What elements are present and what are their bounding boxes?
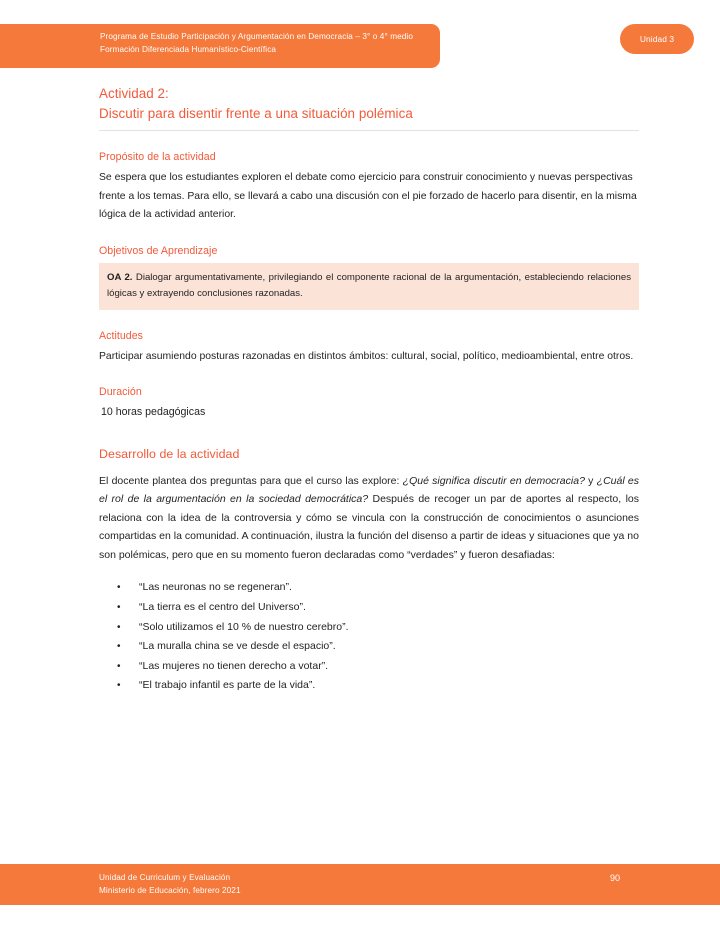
attitudes-section: [99, 329, 639, 366]
oa-text: Dialogar argumentativamente, privilegiando el componente racional de la argumentación, estableciendo relaciones lógicas y extrayendo conclusiones razonadas.: [107, 271, 631, 299]
footer-line-1: Unidad de Curriculum y Evaluación: [99, 873, 231, 882]
list-item: [117, 657, 639, 677]
list-item: [117, 598, 639, 618]
footer-line-2: Ministerio de Educación, febrero 2021: [99, 885, 241, 895]
list-item: [117, 676, 639, 696]
objectives-text-wrapper: [107, 270, 631, 303]
development-part-3: Después de recoger un par de aportes al respecto, los relaciona con la idea de la controversia y cómo se vincula con la construcción de conocimientos o asunciones compartidas en la comunidad. A continuación, ilustra la función del disenso a partir de ideas y situaciones que ya no son polémicas, pero que en su momento fueron declaradas como “verdades” y fueron desafiadas:: [99, 493, 639, 561]
development-question-1: ¿Qué significa discutir en democracia?: [402, 474, 585, 487]
duration-text: 10 horas pedagógicas: [101, 405, 206, 418]
objectives-box: [99, 263, 639, 310]
purpose-heading: Propósito de la actividad: [99, 151, 216, 163]
development-section: [99, 447, 639, 697]
list-item: [117, 578, 639, 598]
objectives-section: [99, 244, 639, 310]
development-heading: Desarrollo de la actividad: [99, 446, 240, 461]
list-item-label: “Solo utilizamos el 10 % de nuestro cerebro”.: [139, 620, 349, 633]
list-item: [117, 637, 639, 657]
bullet-icon: •: [117, 621, 121, 633]
list-item-label: “La muralla china se ve desde el espacio”.: [139, 640, 336, 653]
duration-heading: Duración: [99, 385, 142, 398]
list-item-label: “Las neuronas no se regeneran”.: [139, 581, 292, 594]
activity-heading-block: [99, 84, 639, 131]
development-part-2: y: [584, 474, 597, 487]
bullet-icon: •: [117, 602, 121, 614]
duration-section: [99, 385, 639, 421]
title-divider: [99, 130, 639, 131]
list-item-label: “Las mujeres no tienen derecho a votar”.: [139, 659, 329, 672]
page-number: 90: [609, 873, 620, 883]
page-footer: [0, 864, 720, 905]
page-header: [0, 24, 720, 68]
bullet-icon: •: [117, 680, 121, 692]
challenged-truths-list: [99, 578, 639, 696]
attitudes-text: Participar asumiendo posturas razonadas en distintos ámbitos: cultural, social, político, medioambiental, entre otros.: [99, 350, 634, 362]
attitudes-heading: Actitudes: [99, 329, 144, 342]
list-item-label: “La tierra es el centro del Universo”.: [139, 601, 306, 614]
header-banner-line-2: Formación Diferenciada Humanístico-Científica: [100, 44, 277, 54]
unit-badge: Unidad 3: [620, 24, 694, 54]
development-paragraph: [99, 472, 639, 565]
oa-code: OA 2.: [107, 271, 133, 283]
purpose-text: Se espera que los estudiantes exploren el debate como ejercicio para construir conocimiento y nuevas perspectivas frente a los temas. Para ello, se llevará a cabo una discusión con el pie forzado de hacerlo para disentir, en la misma lógica de la actividad anterior.: [99, 172, 637, 220]
page-content: [99, 84, 639, 696]
bullet-icon: •: [117, 641, 121, 653]
activity-label: Actividad 2:: [99, 86, 169, 101]
bullet-icon: •: [117, 660, 121, 672]
purpose-section: [99, 150, 639, 225]
list-item-label: “El trabajo infantil es parte de la vida”.: [139, 679, 316, 692]
objectives-heading: Objetivos de Aprendizaje: [99, 244, 218, 257]
development-part-1: El docente plantea dos preguntas para que el curso las explore:: [99, 474, 403, 487]
footer-inner: [0, 864, 720, 905]
activity-title: Discutir para disentir frente a una situación polémica: [99, 106, 413, 121]
header-banner-line-1: Programa de Estudio Participación y Argumentación en Democracia – 3° o 4° medio: [100, 32, 413, 41]
header-banner: [0, 24, 440, 68]
development-question-2: ¿Cuál es el rol de la argumentación en la sociedad democrática?: [99, 474, 640, 506]
bullet-icon: •: [117, 582, 121, 594]
list-item: [117, 618, 639, 638]
